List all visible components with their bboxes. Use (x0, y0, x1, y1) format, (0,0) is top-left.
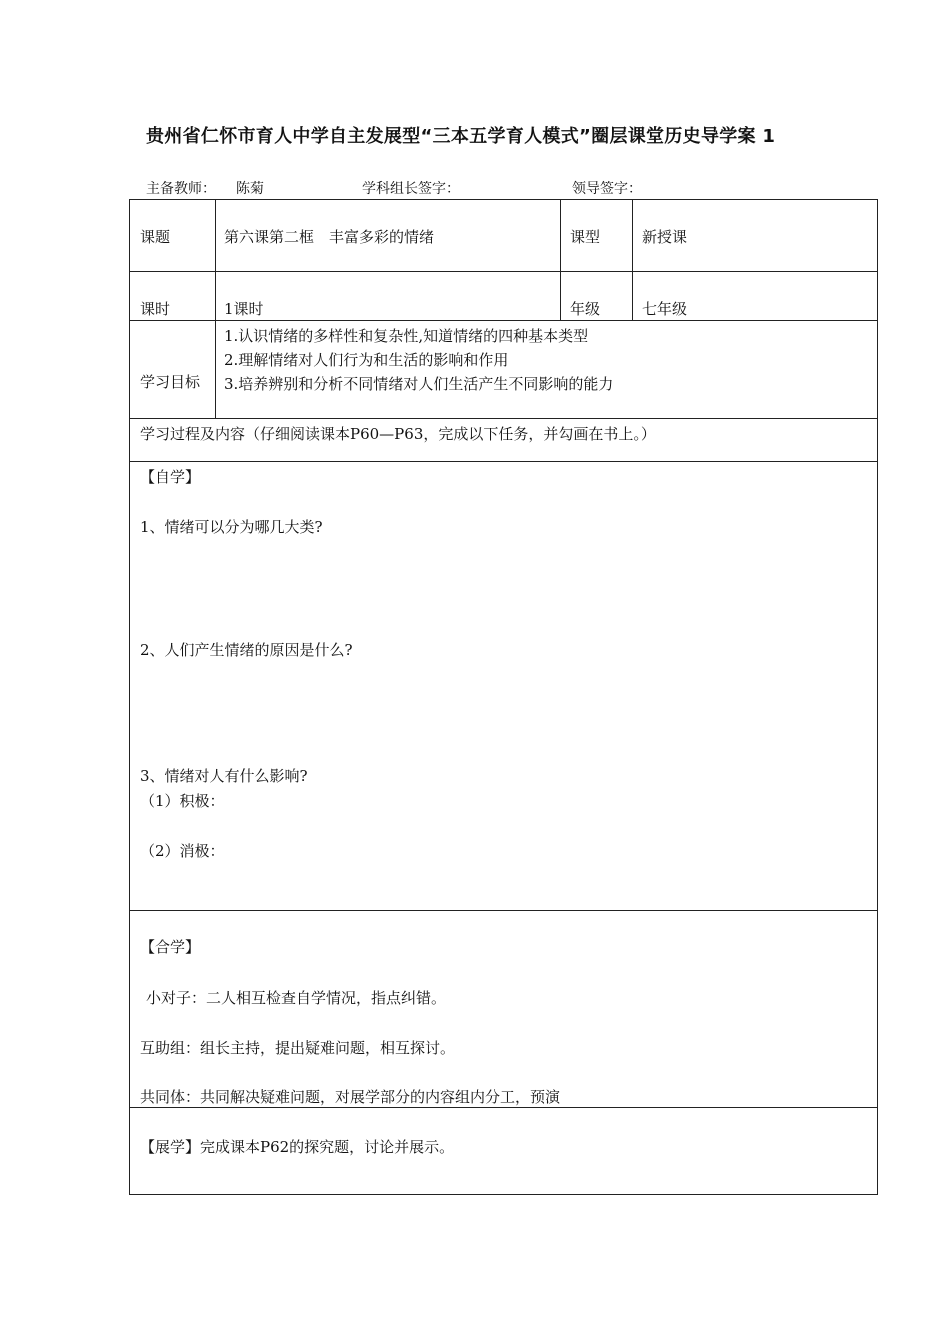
community-instruction: 共同体：共同解决疑难问题，对展学部分的内容组内分工，预演 (140, 1088, 561, 1106)
process-heading: 学习过程及内容（仔细阅读课本P60—P63，完成以下任务，并勾画在书上。） (140, 425, 656, 443)
objective-item: 2.理解情绪对人们行为和生活的影响和作用 (224, 351, 509, 369)
question-3: 3、情绪对人有什么影响? (140, 767, 308, 785)
show-instruction: 【展学】完成课本P62的探究题，讨论并展示。 (140, 1138, 455, 1156)
objective-item: 1.认识情绪的多样性和复杂性,知道情绪的四种基本类型 (224, 327, 589, 345)
row-divider (129, 320, 878, 321)
question-1: 1、情绪可以分为哪几大类? (140, 518, 323, 536)
question-2: 2、人们产生情绪的原因是什么? (140, 641, 353, 659)
row-divider (129, 910, 878, 911)
type-label: 课型 (570, 228, 601, 246)
teacher-name: 陈菊 (236, 181, 264, 197)
row-divider (129, 418, 878, 419)
type-value: 新授课 (642, 228, 688, 246)
row-divider (129, 1107, 878, 1108)
hours-label: 课时 (140, 300, 171, 318)
self-study-heading: 【自学】 (140, 468, 201, 486)
help-group-instruction: 互助组：组长主持，提出疑难问题，相互探讨。 (140, 1039, 456, 1057)
topic-value: 第六课第二框 丰富多彩的情绪 (224, 228, 435, 246)
column-divider (215, 199, 216, 418)
question-3-positive: （1）积极： (140, 792, 225, 810)
leader-signature-label: 领导签字： (572, 181, 642, 197)
topic-label: 课题 (140, 228, 171, 246)
question-3-negative: （2）消极： (140, 842, 225, 860)
pair-instruction: 小对子：二人相互检查自学情况，指点纠错。 (146, 989, 447, 1007)
column-divider (632, 199, 633, 320)
grade-label: 年级 (570, 300, 601, 318)
document-title: 贵州省仁怀市育人中学自主发展型“三本五学育人模式”圈层课堂历史导学案 1 (146, 126, 776, 147)
column-divider (560, 199, 561, 320)
cooperative-heading: 【合学】 (140, 938, 201, 956)
row-divider (129, 461, 878, 462)
group-leader-signature-label: 学科组长签字： (362, 181, 460, 197)
objectives-label: 学习目标 (140, 373, 201, 391)
row-divider (129, 271, 878, 272)
grade-value: 七年级 (642, 300, 688, 318)
teacher-label: 主备教师： (146, 181, 216, 197)
objective-item: 3.培养辨别和分析不同情绪对人们生活产生不同影响的能力 (224, 375, 614, 393)
hours-value: 1课时 (224, 300, 264, 318)
